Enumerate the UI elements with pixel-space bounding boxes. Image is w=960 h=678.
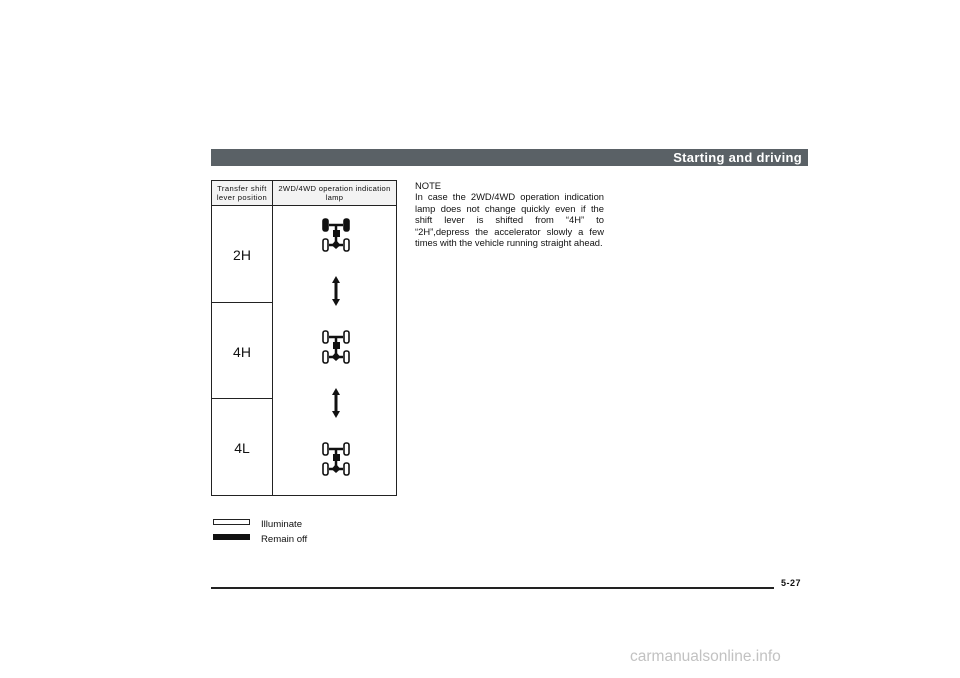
note-title: NOTE [415, 180, 442, 191]
lever-position-2h: 2H [233, 247, 251, 263]
row-divider [212, 302, 272, 303]
drivetrain-lamp-icon [323, 219, 349, 251]
section-title: Starting and driving [673, 150, 802, 165]
lever-position-4h: 4H [233, 344, 251, 360]
drivetrain-lamp-icon [323, 331, 349, 363]
drivetrain-lamp-icon [323, 443, 349, 475]
lamp-indication-table [211, 180, 397, 496]
lever-position-4l: 4L [234, 440, 250, 456]
legend-remain-off-label: Remain off [261, 534, 308, 545]
column-header-indication-lamp: 2WD/4WD operation indication lamp [273, 181, 396, 206]
note-block [415, 180, 604, 248]
footer-rule [211, 587, 774, 589]
page-number: 5-27 [781, 578, 802, 588]
legend-illuminate-swatch [213, 519, 250, 525]
section-header-bar [211, 149, 808, 166]
row-divider [212, 398, 272, 399]
indication-lamp-diagram [273, 206, 396, 495]
double-arrow-icon [332, 276, 340, 306]
legend-illuminate-label: Illuminate [261, 519, 303, 530]
watermark: carmanualsonline.info [630, 648, 781, 665]
column-header-lever-position: Transfer shift lever position [212, 181, 273, 206]
double-arrow-icon [332, 388, 340, 418]
note-body: In case the 2WD/4WD operation indication lamp does not change quickly even if the shift lever is shifted from “4H” to “2H”,depress the accelerator slowly a few times with the vehicle running straight ahead. [415, 191, 604, 249]
legend-remain-off-swatch [213, 534, 250, 540]
